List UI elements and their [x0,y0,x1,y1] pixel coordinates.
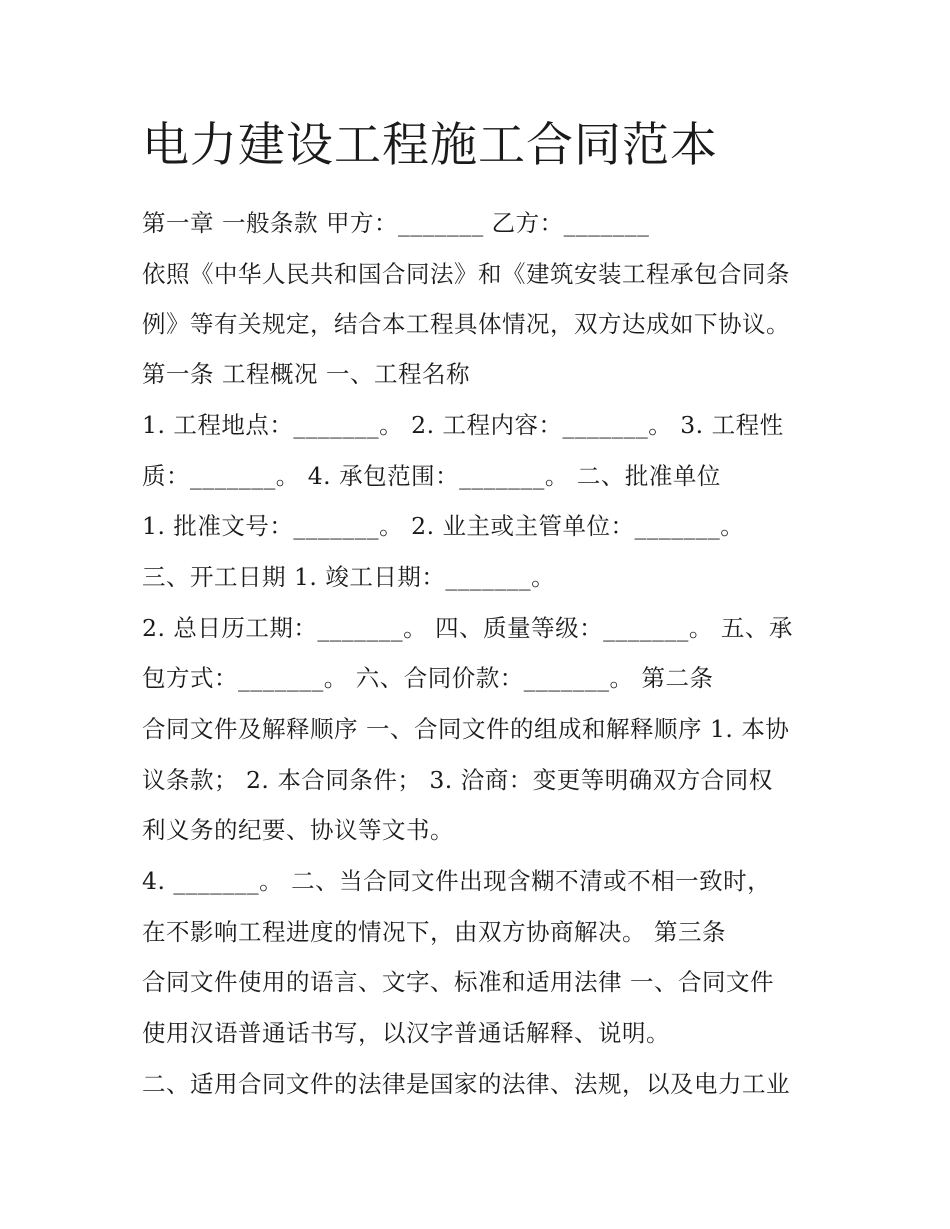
document-title: 电力建设工程施工合同范本 [142,118,718,173]
text-line: 质：_______。 4. 承包范围：_______。 二、批准单位 [142,462,721,490]
text-line: 依照《中华人民共和国合同法》和《建筑安装工程承包合同条 [142,260,790,288]
text-line: 第一条 工程概况 一、工程名称 [142,360,470,388]
text-line: 合同文件及解释顺序 一、合同文件的组成和解释顺序 1. 本协 [142,715,790,743]
text-line: 合同文件使用的语言、文字、标准和适用法律 一、合同文件 [142,968,774,996]
text-line: 包方式：_______。 六、合同价款：_______。 第二条 [142,664,714,692]
text-line: 在不影响工程进度的情况下，由双方协商解决。 第三条 [142,918,726,946]
text-line: 4. _______。 二、当合同文件出现含糊不清或不相一致时， [142,867,772,895]
text-line: 二、适用合同文件的法律是国家的法律、法规，以及电力工业 [142,1070,790,1098]
text-line: 第一章 一般条款 甲方：_______ 乙方：_______ [142,209,650,237]
text-line: 2. 总日历工期：_______。 四、质量等级：_______。 五、承 [142,614,793,642]
text-line: 利义务的纪要、协议等文书。 [142,816,454,844]
text-line: 1. 工程地点：_______。 2. 工程内容：_______。 3. 工程性 [142,411,784,439]
text-line: 例》等有关规定，结合本工程具体情况，双方达成如下协议。 [142,310,790,338]
text-line: 议条款； 2. 本合同条件； 3. 洽商：变更等明确双方合同权 [142,766,773,794]
text-line: 三、开工日期 1. 竣工日期：_______。 [142,563,556,591]
text-line: 1. 批准文号：_______。 2. 业主或主管单位：_______。 [142,512,745,540]
text-line: 使用汉语普通话书写，以汉字普通话解释、说明。 [142,1019,670,1047]
